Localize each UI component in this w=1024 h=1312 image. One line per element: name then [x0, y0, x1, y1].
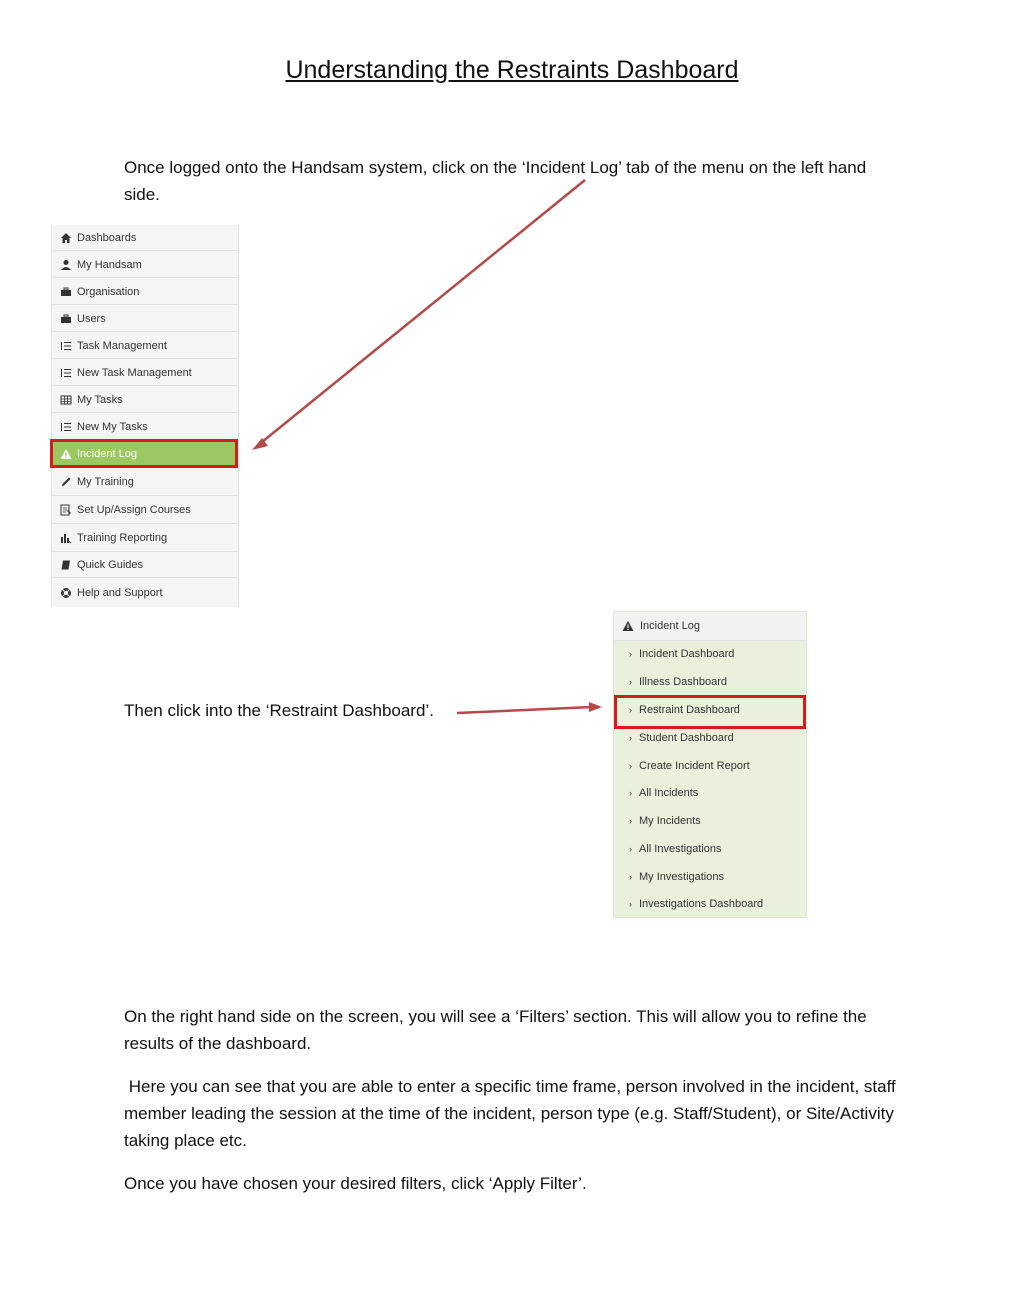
sidebar-item-label: My Tasks [77, 393, 123, 406]
sidebar-item-label: Dashboards [77, 231, 137, 244]
submenu-item-label: Investigations Dashboard [639, 898, 764, 910]
sidebar-item-label: Task Management [77, 339, 167, 352]
sidebar-item-label: Quick Guides [77, 558, 144, 571]
document-title: Understanding the Restraints Dashboard [285, 56, 739, 84]
submenu-item-label: My Investigations [639, 871, 724, 883]
arrow-to-restraint-dashboard [457, 707, 592, 713]
chevron-right-icon: › [629, 844, 632, 854]
submenu-item-label: Create Incident Report [639, 760, 750, 772]
arrow-to-incident-log [262, 180, 585, 442]
sidebar-item-label: My Training [77, 475, 134, 488]
sidebar-item-label: Users [77, 312, 106, 325]
chevron-right-icon: › [629, 899, 632, 909]
sidebar-item-label: Training Reporting [77, 531, 168, 544]
submenu-header-label: Incident Log [640, 620, 700, 632]
submenu-item-label: All Incidents [639, 787, 699, 799]
sidebar-item-label: New My Tasks [77, 420, 148, 433]
instruction-paragraph-4: Here you can see that you are able to enter a specific time frame, person involved in the incident, staff member leading the session at the time of the incident, person type (e.g. Staff/Student), or Site/Activity taking place etc. [124, 1077, 901, 1150]
submenu-item-label: Incident Dashboard [639, 648, 735, 660]
instruction-paragraph-5: Once you have chosen your desired filters, click ‘Apply Filter’. [124, 1174, 587, 1193]
arrow-head-restraint-dashboard [589, 702, 602, 712]
sidebar-item-label: Organisation [77, 285, 140, 298]
chevron-right-icon: › [629, 788, 632, 798]
sidebar-item-label: Help and Support [77, 587, 163, 599]
chevron-right-icon: › [629, 649, 632, 659]
submenu-item-label: Restraint Dashboard [639, 704, 740, 716]
chevron-right-icon: › [629, 761, 632, 771]
submenu-item-label: All Investigations [639, 843, 722, 855]
submenu-item-label: Student Dashboard [639, 732, 734, 744]
chevron-right-icon: › [629, 816, 632, 826]
instruction-paragraph-1: Once logged onto the Handsam system, click on the ‘Incident Log’ tab of the menu on the left hand side. [124, 158, 867, 204]
instruction-paragraph-3: On the right hand side on the screen, you will see a ‘Filters’ section. This will allow you to refine the results of the dashboard. [124, 1007, 867, 1053]
sidebar-item-label: Set Up/Assign Courses [77, 503, 191, 516]
sidebar-item-label: New Task Management [77, 366, 192, 379]
sidebar-item-label: My Handsam [77, 258, 142, 271]
instruction-paragraph-2: Then click into the ‘Restraint Dashboard’. [124, 701, 434, 720]
submenu-item-label: My Incidents [639, 815, 701, 827]
chevron-right-icon: › [629, 705, 632, 715]
chevron-right-icon: › [629, 872, 632, 882]
submenu-item-label: Illness Dashboard [639, 676, 728, 688]
chevron-right-icon: › [629, 677, 632, 687]
chevron-right-icon: › [629, 733, 632, 743]
sidebar-item-label: Incident Log [77, 447, 137, 460]
